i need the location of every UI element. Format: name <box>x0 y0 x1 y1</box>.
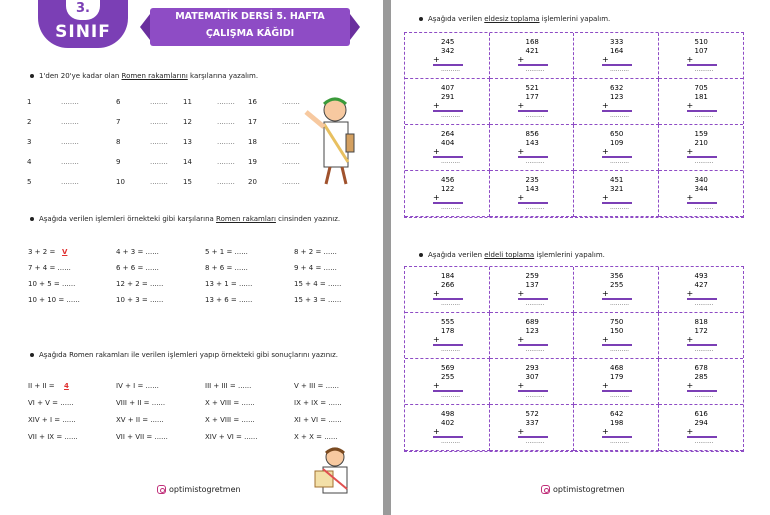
addition-grid-with-carry <box>404 266 744 452</box>
sum-answer-blank[interactable]: .......... <box>694 300 714 307</box>
roman-answer-blank[interactable]: ........ <box>61 178 79 186</box>
roman-number-label: 11 <box>183 98 192 106</box>
addition-problem <box>405 79 490 125</box>
addition-problem <box>574 359 659 405</box>
addend-2: 404 <box>441 139 455 147</box>
roman-addition-item[interactable]: X + X = ...... <box>294 433 338 441</box>
addend-2: 294 <box>694 419 708 427</box>
roman-answer-blank[interactable]: ........ <box>282 138 300 146</box>
sum-answer-blank[interactable]: .......... <box>441 158 461 165</box>
addition-problem <box>659 405 744 451</box>
footer-handle-right: optimistogretmen <box>541 485 625 494</box>
sum-answer-blank[interactable]: .......... <box>441 438 461 445</box>
sum-answer-blank[interactable]: .......... <box>610 346 630 353</box>
plus-sign: + <box>433 335 440 344</box>
roman-answer-blank[interactable]: ........ <box>217 98 235 106</box>
plus-sign: + <box>433 381 440 390</box>
roman-addition-item[interactable]: IX + IX = ...... <box>294 399 342 407</box>
addend-1: 856 <box>525 130 539 138</box>
addition-problem <box>659 171 744 217</box>
roman-addition-item[interactable]: XIV + I = ...... <box>28 416 76 424</box>
addend-2: 402 <box>441 419 455 427</box>
sum-answer-blank[interactable]: .......... <box>525 346 545 353</box>
addend-2: 427 <box>694 281 708 289</box>
sum-answer-blank[interactable]: .......... <box>694 66 714 73</box>
plus-sign: + <box>602 427 609 436</box>
example-answer: 4 <box>64 382 69 390</box>
roman-number-label: 14 <box>183 158 192 166</box>
roman-addition-item[interactable]: II + II = <box>28 382 55 390</box>
roman-answer-blank[interactable]: ........ <box>150 158 168 166</box>
addition-problem <box>490 33 575 79</box>
addend-1: 569 <box>441 364 455 372</box>
roman-addition-item[interactable]: VII + IX = ...... <box>28 433 78 441</box>
sum-answer-blank[interactable]: .......... <box>610 392 630 399</box>
sum-answer-blank[interactable]: .......... <box>441 346 461 353</box>
sum-answer-blank[interactable]: .......... <box>694 112 714 119</box>
title-line2: ÇALIŞMA KÂĞIDI <box>205 28 295 39</box>
addition-problem <box>405 313 490 359</box>
addition-item[interactable]: 9 + 4 = ...... <box>294 264 337 272</box>
sum-answer-blank[interactable]: .......... <box>441 204 461 211</box>
plus-sign: + <box>602 381 609 390</box>
addend-2: 285 <box>694 373 708 381</box>
instagram-icon <box>541 485 550 494</box>
roman-addition-item[interactable]: IV + I = ...... <box>116 382 159 390</box>
roman-answer-blank[interactable]: ........ <box>282 178 300 186</box>
addend-2: 266 <box>441 281 455 289</box>
addend-1: 340 <box>694 176 708 184</box>
roman-addition-item[interactable]: VIII + II = ...... <box>116 399 166 407</box>
addition-item[interactable]: 15 + 3 = ...... <box>294 296 342 304</box>
title-banner <box>150 8 350 46</box>
roman-addition-item[interactable]: X + VIII = ...... <box>205 416 255 424</box>
addition-problem <box>405 125 490 171</box>
addition-problem <box>405 405 490 451</box>
roman-addition-item[interactable]: V + III = ...... <box>294 382 339 390</box>
roman-figure-icon <box>300 92 370 192</box>
sum-answer-blank[interactable]: .......... <box>441 66 461 73</box>
addend-1: 650 <box>610 130 624 138</box>
addition-problem <box>405 267 490 313</box>
addend-2: 143 <box>525 139 539 147</box>
sum-answer-blank[interactable]: .......... <box>694 438 714 445</box>
instagram-icon <box>157 485 166 494</box>
addition-item[interactable]: 13 + 6 = ...... <box>205 296 253 304</box>
footer-handle: optimistogretmen <box>157 485 241 494</box>
sum-answer-blank[interactable]: .......... <box>525 438 545 445</box>
addend-2: 181 <box>694 93 708 101</box>
addend-1: 555 <box>441 318 455 326</box>
addend-1: 632 <box>610 84 624 92</box>
roman-addition-item[interactable]: X + VIII = ...... <box>205 399 255 407</box>
sum-answer-blank[interactable]: .......... <box>694 158 714 165</box>
roman-answer-blank[interactable]: ........ <box>282 158 300 166</box>
addend-2: 123 <box>525 327 539 335</box>
right-instruction2: Aşağıda verilen eldeli toplama işlemlerini yapalım. <box>419 251 605 259</box>
addition-problem <box>659 33 744 79</box>
addition-problem <box>574 171 659 217</box>
addend-1: 356 <box>610 272 624 280</box>
addition-item[interactable]: 12 + 2 = ...... <box>116 280 164 288</box>
addend-1: 456 <box>441 176 455 184</box>
plus-sign: + <box>433 193 440 202</box>
addend-2: 210 <box>694 139 708 147</box>
addend-1: 678 <box>694 364 708 372</box>
sum-answer-blank[interactable]: .......... <box>610 438 630 445</box>
addition-problem <box>574 125 659 171</box>
plus-sign: + <box>433 101 440 110</box>
addition-problem <box>405 33 490 79</box>
example-answer: V <box>62 248 68 256</box>
roman-answer-blank[interactable]: ........ <box>282 98 300 106</box>
sum-answer-blank[interactable]: .......... <box>441 300 461 307</box>
sum-answer-blank[interactable]: .......... <box>525 112 545 119</box>
plus-sign: + <box>602 101 609 110</box>
addend-1: 510 <box>694 38 708 46</box>
roman-answer-blank[interactable]: ........ <box>150 178 168 186</box>
addend-1: 493 <box>694 272 708 280</box>
addend-2: 172 <box>694 327 708 335</box>
addition-problem <box>659 359 744 405</box>
roman-number-label: 19 <box>248 158 257 166</box>
sum-answer-blank[interactable]: .......... <box>610 66 630 73</box>
roman-number-label: 16 <box>248 98 257 106</box>
roman-number-label: 17 <box>248 118 257 126</box>
addend-1: 468 <box>610 364 624 372</box>
plus-sign: + <box>517 289 525 298</box>
plus-sign: + <box>602 335 609 344</box>
roman-addition-item[interactable]: VII + VII = ...... <box>116 433 168 441</box>
plus-sign: + <box>686 55 694 64</box>
addend-1: 689 <box>525 318 539 326</box>
roman-addition-item[interactable]: XIV + VI = ...... <box>205 433 258 441</box>
roman-number-label: 3 <box>27 138 32 146</box>
addend-1: 245 <box>441 38 455 46</box>
addend-1: 159 <box>694 130 708 138</box>
addition-item[interactable]: 4 + 3 = ...... <box>116 248 159 256</box>
addend-2: 143 <box>525 185 539 193</box>
addend-1: 184 <box>441 272 455 280</box>
right-instruction1: Aşağıda verilen eldesiz toplama işlemlerini yapalım. <box>419 15 610 23</box>
addend-1: 451 <box>610 176 624 184</box>
section1-instruction: 1'den 20'ye kadar olan Romen rakamlarını karşılarına yazalım. <box>30 72 258 80</box>
sum-answer-blank[interactable]: .......... <box>525 204 545 211</box>
addend-2: 109 <box>610 139 624 147</box>
plus-sign: + <box>433 55 440 64</box>
addend-2: 137 <box>525 281 539 289</box>
roman-number-label: 2 <box>27 118 32 126</box>
right-page <box>391 0 770 515</box>
sum-answer-blank[interactable]: .......... <box>525 300 545 307</box>
addition-item[interactable]: 10 + 3 = ...... <box>116 296 164 304</box>
addition-item[interactable]: 5 + 1 = ...... <box>205 248 248 256</box>
addition-item[interactable]: 3 + 2 = <box>28 248 56 256</box>
addition-problem <box>490 79 575 125</box>
addend-2: 421 <box>525 47 539 55</box>
roman-number-label: 20 <box>248 178 257 186</box>
plus-sign: + <box>602 193 609 202</box>
addend-1: 750 <box>610 318 624 326</box>
addend-1: 818 <box>694 318 708 326</box>
addition-item[interactable]: 6 + 6 = ...... <box>116 264 159 272</box>
addition-problem <box>574 313 659 359</box>
roman-answer-blank[interactable]: ........ <box>61 118 79 126</box>
plus-sign: + <box>433 147 440 156</box>
roman-answer-blank[interactable]: ........ <box>282 118 300 126</box>
sum-answer-blank[interactable]: .......... <box>610 112 630 119</box>
plus-sign: + <box>517 147 525 156</box>
addend-1: 235 <box>525 176 539 184</box>
addend-2: 150 <box>610 327 624 335</box>
addend-1: 293 <box>525 364 539 372</box>
roman-addition-item[interactable]: VI + V = ...... <box>28 399 74 407</box>
addition-problem <box>659 79 744 125</box>
title-line1: MATEMATİK DERSİ 5. HAFTA <box>175 11 325 22</box>
plus-sign: + <box>686 427 694 436</box>
plus-sign: + <box>686 101 694 110</box>
roman-number-label: 12 <box>183 118 192 126</box>
plus-sign: + <box>686 335 694 344</box>
grade-badge <box>38 0 128 48</box>
roman-number-label: 1 <box>27 98 32 106</box>
addend-1: 705 <box>694 84 708 92</box>
plus-sign: + <box>602 55 609 64</box>
roman-number-label: 6 <box>116 98 121 106</box>
addend-2: 255 <box>610 281 624 289</box>
addition-problem <box>490 359 575 405</box>
addend-2: 307 <box>525 373 539 381</box>
roman-number-label: 4 <box>27 158 32 166</box>
addend-2: 123 <box>610 93 624 101</box>
roman-addition-item[interactable]: III + III = ...... <box>205 382 252 390</box>
roman-number-label: 9 <box>116 158 121 166</box>
addition-problem <box>490 267 575 313</box>
addition-problem <box>405 359 490 405</box>
addend-1: 642 <box>610 410 624 418</box>
left-page <box>0 0 383 515</box>
plus-sign: + <box>517 427 525 436</box>
roman-addition-item[interactable]: XI + VI = ...... <box>294 416 342 424</box>
sum-answer-blank[interactable]: .......... <box>694 204 714 211</box>
plus-sign: + <box>517 55 525 64</box>
addend-2: 122 <box>441 185 455 193</box>
roman-number-label: 7 <box>116 118 121 126</box>
addition-grid-no-carry <box>404 32 744 218</box>
sum-answer-blank[interactable]: .......... <box>525 158 545 165</box>
grade-label: SINIF <box>55 22 111 42</box>
roman-number-label: 10 <box>116 178 125 186</box>
addition-problem <box>490 171 575 217</box>
addend-2: 342 <box>441 47 455 55</box>
addend-1: 572 <box>525 410 539 418</box>
addition-item[interactable]: 10 + 5 = ...... <box>28 280 76 288</box>
sum-answer-blank[interactable]: .......... <box>441 392 461 399</box>
addition-problem <box>490 125 575 171</box>
plus-sign: + <box>686 147 694 156</box>
roman-answer-blank[interactable]: ........ <box>61 138 79 146</box>
plus-sign: + <box>686 289 694 298</box>
addition-problem <box>574 405 659 451</box>
addend-1: 264 <box>441 130 455 138</box>
roman-answer-blank[interactable]: ........ <box>217 178 235 186</box>
scroll-figure-icon <box>305 445 365 500</box>
plus-sign: + <box>686 193 694 202</box>
plus-sign: + <box>517 381 525 390</box>
plus-sign: + <box>517 193 525 202</box>
addition-problem <box>490 405 575 451</box>
roman-number-label: 8 <box>116 138 121 146</box>
roman-answer-blank[interactable]: ........ <box>217 118 235 126</box>
addition-item[interactable]: 13 + 1 = ...... <box>205 280 253 288</box>
section3-instruction: Aşağıda Romen rakamları ile verilen işlemleri yapıp örnekteki gibi sonuçlarını yazınız. <box>30 351 338 359</box>
sum-answer-blank[interactable]: .......... <box>610 204 630 211</box>
addend-2: 344 <box>694 185 708 193</box>
sum-answer-blank[interactable]: .......... <box>694 346 714 353</box>
addend-1: 333 <box>610 38 624 46</box>
roman-answer-blank[interactable]: ........ <box>150 98 168 106</box>
roman-number-label: 5 <box>27 178 32 186</box>
addend-2: 337 <box>525 419 539 427</box>
addition-problem <box>659 313 744 359</box>
addition-problem <box>659 267 744 313</box>
sum-answer-blank[interactable]: .......... <box>610 158 630 165</box>
addend-2: 179 <box>610 373 624 381</box>
plus-sign: + <box>686 381 694 390</box>
addend-1: 259 <box>525 272 539 280</box>
roman-number-label: 18 <box>248 138 257 146</box>
roman-answer-blank[interactable]: ........ <box>217 138 235 146</box>
roman-answer-blank[interactable]: ........ <box>150 138 168 146</box>
plus-sign: + <box>517 335 525 344</box>
addition-problem <box>574 79 659 125</box>
addend-1: 521 <box>525 84 539 92</box>
addend-2: 164 <box>610 47 624 55</box>
addend-2: 255 <box>441 373 455 381</box>
sum-answer-blank[interactable]: .......... <box>525 66 545 73</box>
roman-number-label: 13 <box>183 138 192 146</box>
addend-2: 291 <box>441 93 455 101</box>
addend-1: 168 <box>525 38 539 46</box>
plus-sign: + <box>433 289 440 298</box>
addition-item[interactable]: 10 + 10 = ...... <box>28 296 80 304</box>
addend-1: 407 <box>441 84 455 92</box>
addition-item[interactable]: 7 + 4 = ...... <box>28 264 71 272</box>
addition-item[interactable]: 15 + 4 = ...... <box>294 280 342 288</box>
roman-number-label: 15 <box>183 178 192 186</box>
roman-answer-blank[interactable]: ........ <box>61 98 79 106</box>
addend-2: 198 <box>610 419 624 427</box>
grade-number: 3. <box>66 0 100 20</box>
roman-answer-blank[interactable]: ........ <box>217 158 235 166</box>
addend-2: 107 <box>694 47 708 55</box>
roman-answer-blank[interactable]: ........ <box>61 158 79 166</box>
plus-sign: + <box>602 147 609 156</box>
sum-answer-blank[interactable]: .......... <box>694 392 714 399</box>
addend-1: 498 <box>441 410 455 418</box>
addend-1: 616 <box>694 410 708 418</box>
plus-sign: + <box>602 289 609 298</box>
section2-instruction: Aşağıda verilen işlemleri örnekteki gibi karşılarına Romen rakamları cinsinden yazınız. <box>30 215 340 223</box>
addition-item[interactable]: 8 + 6 = ...... <box>205 264 248 272</box>
addition-problem <box>490 313 575 359</box>
addend-2: 178 <box>441 327 455 335</box>
addition-problem <box>574 33 659 79</box>
addition-problem <box>659 125 744 171</box>
plus-sign: + <box>433 427 440 436</box>
sum-answer-blank[interactable]: .......... <box>441 112 461 119</box>
roman-addition-item[interactable]: XV + II = ...... <box>116 416 164 424</box>
addend-2: 321 <box>610 185 624 193</box>
sum-answer-blank[interactable]: .......... <box>525 392 545 399</box>
addition-problem <box>574 267 659 313</box>
addition-item[interactable]: 8 + 2 = ...... <box>294 248 337 256</box>
addend-2: 177 <box>525 93 539 101</box>
plus-sign: + <box>517 101 525 110</box>
roman-answer-blank[interactable]: ........ <box>150 118 168 126</box>
sum-answer-blank[interactable]: .......... <box>610 300 630 307</box>
addition-problem <box>405 171 490 217</box>
